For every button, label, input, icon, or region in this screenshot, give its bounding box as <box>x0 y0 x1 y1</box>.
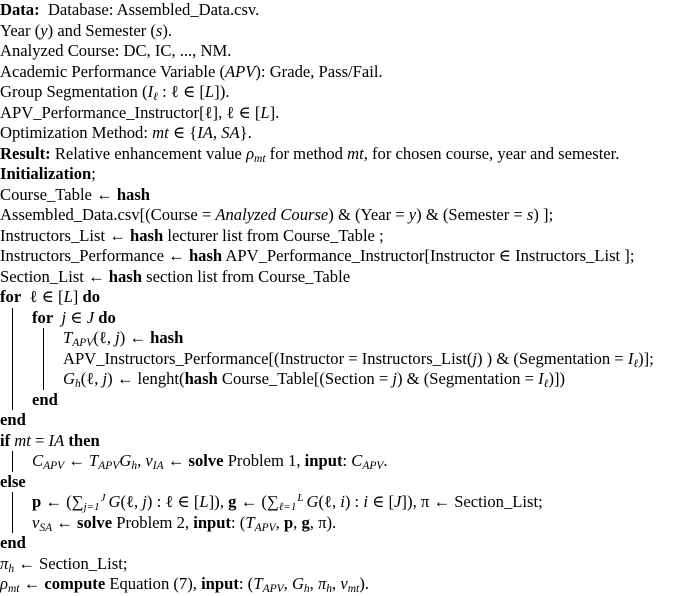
text-segment: APV_Performance_Instructor[Instructor ∈ Instructors_List ]; <box>222 246 635 265</box>
math-symbol: C <box>32 451 44 470</box>
algorithm-line <box>0 349 685 370</box>
text-segment: ← <box>41 492 67 511</box>
text-segment: Assembled_Data.csv[(Course = <box>0 205 216 224</box>
text-segment: ∑ <box>71 492 84 511</box>
math-symbol: ρ <box>246 143 255 163</box>
keyword: else <box>0 471 26 491</box>
algorithm-line <box>0 328 685 349</box>
algorithm-line <box>0 533 685 554</box>
text-segment: ← <box>52 512 78 532</box>
math-symbol: i <box>363 492 368 511</box>
text-segment: . <box>364 574 370 593</box>
math-symbol: v <box>145 451 153 470</box>
math-symbol: s <box>526 205 534 224</box>
text-segment: ; <box>91 164 96 183</box>
text-segment: (ℓ, <box>120 492 143 511</box>
text-segment: = <box>30 430 49 450</box>
text-segment: ) ← lenght( <box>107 369 185 388</box>
math-symbol: G <box>291 574 304 593</box>
math-symbol: v <box>340 574 348 593</box>
math-symbol: I <box>147 82 154 101</box>
text-segment: )]) <box>548 369 566 388</box>
algorithm-line <box>0 144 685 165</box>
math-symbol: Analyzed Course <box>215 205 329 224</box>
text-segment: ← Section_List; <box>14 553 128 573</box>
algorithm-line <box>0 369 685 390</box>
text-segment: , <box>283 574 292 593</box>
algorithm-line <box>0 390 685 411</box>
math-symbol: π <box>0 553 9 573</box>
text-segment: ): Grade, Pass/Fail. <box>255 61 383 81</box>
keyword: end <box>32 389 58 409</box>
text-segment: (ℓ, <box>80 369 103 388</box>
text-segment: ) ) & (Segmentation = <box>476 348 628 368</box>
text-segment: ) & (Year = <box>328 205 409 224</box>
keyword: hash <box>116 184 151 204</box>
text-segment: ] <box>401 492 407 511</box>
block-indent-bar <box>12 513 13 534</box>
subscript: h <box>303 583 310 595</box>
algorithm-line <box>0 185 685 206</box>
algorithm-line <box>0 82 685 103</box>
block-indent-bar <box>12 390 13 411</box>
text-segment: , <box>275 512 284 532</box>
text-segment: APV_Performance_Instructor[ℓ], ℓ ∈ [ <box>0 102 261 122</box>
text-segment: Equation (7), <box>105 574 202 593</box>
subscript: h <box>131 460 138 472</box>
keyword: hash <box>188 246 223 265</box>
block-indent-bar <box>43 328 44 349</box>
block-indent-bar <box>12 369 13 390</box>
algorithm-line <box>0 308 685 329</box>
block-indent-bar <box>43 369 44 390</box>
text-segment: Course_Table ← <box>0 184 117 204</box>
math-symbol: mt <box>347 143 364 163</box>
keyword: g <box>228 492 237 511</box>
math-symbol: j <box>115 328 120 347</box>
subscript: mt <box>254 152 266 165</box>
text-segment: Database: Assembled_Data.csv. <box>39 0 260 19</box>
math-symbol: I <box>627 348 634 368</box>
text-segment: ) and Semester ( <box>47 20 156 40</box>
text-segment: ) & (Semester = <box>416 205 527 224</box>
algorithm-line <box>0 492 685 513</box>
math-symbol: y <box>40 20 48 40</box>
sum-lower-limit: ℓ=1 <box>278 501 297 513</box>
subscript: h <box>8 562 15 575</box>
text-segment: , <box>219 492 229 511</box>
text-segment: Problem 1, <box>223 451 305 470</box>
math-symbol: G <box>119 451 132 470</box>
algorithm-line <box>0 451 685 472</box>
text-segment: Instructors_Performance ← <box>0 246 189 265</box>
algorithm-line <box>0 410 685 431</box>
subscript: APV <box>98 460 120 472</box>
text-segment: : <box>238 574 248 593</box>
subscript: APV <box>254 521 276 534</box>
subscript: APV <box>72 337 94 349</box>
text-segment: ) : ℓ ∈ [ <box>146 492 200 511</box>
big-paren: ) <box>214 492 220 511</box>
keyword: end <box>0 410 26 429</box>
keyword: solve <box>77 512 113 532</box>
subscript: ℓ <box>633 357 639 370</box>
text-segment: , <box>332 574 341 593</box>
text-segment: for method <box>265 143 348 163</box>
block-indent-bar <box>12 328 13 349</box>
math-symbol: j <box>392 369 397 388</box>
keyword: Result: <box>0 143 51 163</box>
algorithm-line <box>0 472 685 493</box>
subscript: IA <box>152 460 164 472</box>
text-segment: APV_Instructors_Performance[(Instructor = Instructors_List( <box>63 348 473 368</box>
big-paren: ( <box>141 82 148 101</box>
keyword: hash <box>150 328 184 347</box>
math-symbol: L <box>260 102 270 122</box>
subscript: ℓ <box>153 91 158 103</box>
text-segment: Course_Table[(Section = <box>217 369 393 388</box>
math-symbol: π <box>317 574 327 593</box>
math-symbol: APV <box>224 61 256 81</box>
text-segment: ] <box>72 287 83 306</box>
text-segment: Problem 2, <box>112 512 194 532</box>
algorithm-line <box>0 205 685 226</box>
text-segment: ← <box>64 451 90 470</box>
keyword: if <box>0 430 11 450</box>
big-paren: ) <box>406 492 413 511</box>
text-segment: )]; <box>638 348 654 368</box>
big-paren: ( <box>247 574 254 593</box>
text-segment: . <box>225 82 230 101</box>
keyword: do <box>82 287 101 306</box>
keyword: then <box>68 430 100 450</box>
text-segment: Relative enhancement value <box>50 143 247 163</box>
keyword: compute <box>44 574 106 593</box>
math-symbol: j <box>142 492 147 511</box>
math-symbol: G <box>108 492 121 511</box>
math-symbol: T <box>245 512 255 532</box>
text-segment: ← <box>236 492 262 511</box>
big-paren: ) <box>219 82 226 101</box>
subscript: h <box>74 378 81 390</box>
keyword: end <box>0 533 26 552</box>
sum-upper-limit: L <box>297 492 304 504</box>
math-symbol: v <box>32 512 40 532</box>
text-segment: (ℓ, <box>93 328 116 347</box>
keyword: hash <box>129 225 164 245</box>
subscript: APV <box>362 460 384 472</box>
subscript: ℓ <box>543 378 549 390</box>
math-symbol: T <box>253 574 263 593</box>
text-segment: ) ]; <box>533 205 554 224</box>
keyword: do <box>98 307 116 327</box>
sum-upper-limit: J <box>100 492 106 504</box>
keyword: g <box>301 512 310 532</box>
math-symbol: s <box>155 20 163 40</box>
text-segment: , <box>137 451 146 470</box>
subscript: APV <box>262 583 284 595</box>
subscript: APV <box>43 460 65 472</box>
math-symbol: j <box>61 307 67 327</box>
text-segment: }. <box>239 123 252 142</box>
math-symbol: G <box>306 492 319 511</box>
text-segment: ∑ <box>267 492 279 511</box>
sum-limits <box>84 493 106 513</box>
text-segment: ℓ ∈ [ <box>21 287 64 306</box>
subscript: mt <box>347 583 360 595</box>
keyword: solve <box>188 451 224 470</box>
text-segment: ∈ [ <box>367 492 395 511</box>
text-segment: Academic Performance Variable ( <box>0 61 225 81</box>
text-segment: Analyzed Course: DC, IC, ..., NM. <box>0 41 232 60</box>
block-indent-bar <box>12 349 13 370</box>
math-symbol: C <box>351 451 363 470</box>
text-segment: section list from Course_Table <box>142 266 351 286</box>
math-symbol: L <box>204 82 215 101</box>
text-segment: (ℓ, <box>318 492 341 511</box>
block-indent-bar <box>12 308 13 329</box>
text-segment: : <box>342 451 352 470</box>
text-segment: ∈ { <box>168 123 198 142</box>
text-segment: , <box>293 512 302 532</box>
text-segment: ∈ <box>66 307 87 327</box>
big-paren: ( <box>261 492 267 511</box>
algorithm-line <box>0 226 685 247</box>
text-segment: : ( <box>231 512 246 532</box>
algorithm-line <box>0 21 685 42</box>
keyword: hash <box>108 266 142 286</box>
subscript: mt <box>7 583 20 595</box>
keyword: Data: <box>0 0 40 19</box>
keyword: input <box>201 574 239 593</box>
text-segment: Group Segmentation <box>0 82 142 101</box>
keyword: hash <box>184 369 218 388</box>
math-symbol: T <box>63 328 73 347</box>
math-symbol: L <box>199 492 209 511</box>
text-segment: ← <box>163 451 189 470</box>
text-segment: ) & (Segmentation = <box>396 369 539 388</box>
text-segment: Section_List ← <box>0 266 109 286</box>
algorithm-line <box>0 62 685 83</box>
big-paren: ( <box>66 492 72 511</box>
algorithm-line <box>0 164 685 185</box>
text-segment: ] <box>208 492 215 511</box>
text-segment: Year ( <box>0 20 41 40</box>
block-indent-bar <box>12 451 13 472</box>
math-symbol: IA, SA <box>197 123 240 142</box>
subscript: SA <box>39 521 53 534</box>
math-symbol: G <box>63 369 75 388</box>
text-segment: ← <box>19 574 45 593</box>
keyword: input <box>193 512 232 532</box>
algorithm-line <box>0 574 685 595</box>
algorithm-line <box>0 103 685 124</box>
algorithm-line <box>0 0 685 21</box>
text-segment: , for chosen course, year and semester. <box>363 143 620 163</box>
text-segment: , <box>309 574 318 593</box>
text-segment: lecturer list from Course_Table ; <box>163 225 384 245</box>
text-segment: . <box>383 451 388 470</box>
algorithm-line <box>0 513 685 534</box>
text-segment: : ℓ ∈ [ <box>157 82 205 101</box>
text-segment: , π). <box>309 512 337 532</box>
text-segment <box>53 308 61 327</box>
keyword: p <box>32 492 42 511</box>
text-segment: ) : <box>344 492 364 511</box>
algorithm-line <box>0 554 685 575</box>
algorithm-line <box>0 41 685 62</box>
math-symbol: mt <box>14 430 31 450</box>
math-symbol: J <box>86 307 95 327</box>
subscript: h <box>326 583 333 595</box>
algorithm-line <box>0 246 685 267</box>
text-segment: Optimization Method: <box>0 123 153 142</box>
math-symbol: mt <box>152 123 169 142</box>
math-symbol: I <box>538 369 544 388</box>
keyword: p <box>283 512 294 532</box>
math-symbol: j <box>102 369 108 388</box>
math-symbol: ρ <box>0 574 8 593</box>
algorithm-line <box>0 431 685 452</box>
algorithm-line <box>0 287 685 308</box>
math-symbol: j <box>472 348 477 368</box>
math-symbol: L <box>63 287 73 306</box>
text-segment: , π ← Section_List; <box>412 492 543 511</box>
math-symbol: y <box>408 205 417 224</box>
keyword: input <box>304 451 343 470</box>
math-symbol: i <box>340 492 345 511</box>
algorithm-line <box>0 123 685 144</box>
math-symbol: IA <box>48 430 65 450</box>
sum-limits <box>279 493 304 513</box>
block-indent-bar <box>43 349 44 370</box>
math-symbol: J <box>394 492 402 511</box>
text-segment: Instructors_List ← <box>0 225 130 245</box>
keyword: for <box>0 287 22 306</box>
text-segment: ]. <box>269 102 280 122</box>
algorithm-line <box>0 267 685 288</box>
keyword: for <box>32 307 54 327</box>
text-segment: ). <box>162 20 173 40</box>
big-paren: ) <box>359 574 365 593</box>
sum-lower-limit: j=1 <box>83 501 100 513</box>
text-segment: ) ← <box>119 328 151 347</box>
keyword: Initialization <box>0 164 92 183</box>
block-indent-bar <box>12 492 13 513</box>
math-symbol: T <box>89 451 99 470</box>
text-segment: ] <box>214 82 220 101</box>
